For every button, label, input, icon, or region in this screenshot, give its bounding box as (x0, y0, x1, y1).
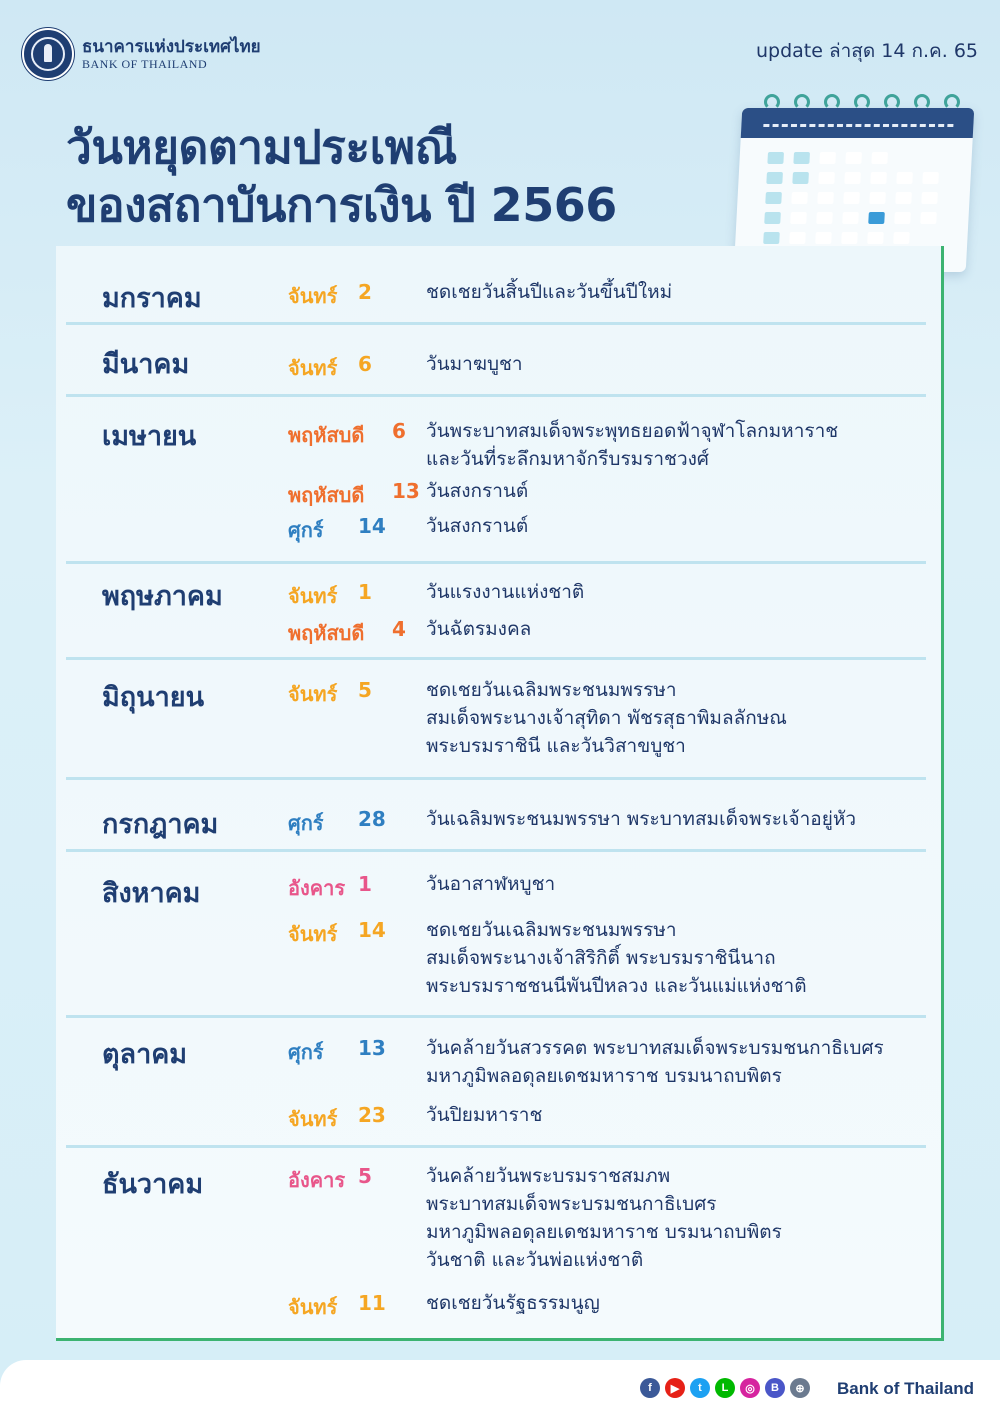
holiday-description (426, 805, 856, 833)
description-line: ชดเชยวันเฉลิมพระชนมพรรษา (426, 679, 677, 701)
holiday-description (426, 1162, 782, 1274)
weekday-label: ศุกร์ (288, 811, 324, 835)
weekday-label: อังคาร (288, 1168, 346, 1192)
bank-name-en: BANK OF THAILAND (82, 56, 208, 71)
holiday-day (288, 872, 372, 904)
holiday-day (288, 1291, 386, 1323)
description-line: วันฉัตรมงคล (426, 618, 532, 640)
month-name: มิถุนายน (102, 682, 205, 713)
description-line: ชดเชยวันเฉลิมพระชนมพรรษา (426, 919, 677, 941)
page-title (66, 118, 617, 234)
description-line: วันสงกรานต์ (426, 480, 529, 502)
month-section (66, 852, 926, 1018)
description-line: วันมาฆบูชา (426, 353, 523, 375)
bot-seal-logo (22, 28, 74, 80)
description-line: ชดเชยวันรัฐธรรมนูญ (426, 1292, 600, 1314)
holiday-day (288, 280, 372, 312)
month-section (66, 1018, 926, 1148)
weekday-label: อังคาร (288, 876, 346, 900)
weekday-label: พฤหัสบดี (288, 621, 365, 645)
description-line: วันอาสาฬหบูชา (426, 873, 556, 895)
holiday-description (426, 615, 531, 643)
holiday-description (426, 512, 528, 540)
holiday-day (288, 1164, 372, 1196)
header (22, 28, 261, 80)
holiday-description (426, 578, 584, 606)
bank-name-th: ธนาคารแห่งประเทศไทย (82, 36, 261, 57)
twitter-icon[interactable]: t (690, 1378, 710, 1398)
bank-names (82, 37, 261, 72)
description-line: วันคล้ายวันสวรรคต พระบาทสมเด็จพระบรมชนกาธิเบศร (426, 1037, 884, 1059)
month-name: มกราคม (102, 283, 202, 314)
day-number: 5 (358, 1164, 372, 1188)
holiday-list-panel (56, 246, 944, 1341)
facebook-icon[interactable]: f (640, 1378, 660, 1398)
day-number: 11 (358, 1291, 386, 1315)
holiday-description (426, 350, 523, 378)
month-section (66, 246, 926, 325)
weekday-label: จันทร์ (288, 584, 338, 608)
holiday-description (426, 1101, 542, 1129)
description-line: ชดเชยวันสิ้นปีและวันขึ้นปีใหม่ (426, 281, 673, 303)
description-line: วันชาติ และวันพ่อแห่งชาติ (426, 1249, 644, 1271)
day-number: 5 (358, 678, 372, 702)
holiday-day (288, 807, 386, 839)
description-line: มหาภูมิพลอดุลยเดชมหาราช บรมนาถบพิตร (426, 1065, 782, 1087)
holiday-day (288, 580, 372, 612)
day-number: 6 (358, 352, 372, 376)
month-name: สิงหาคม (102, 878, 201, 909)
description-line: วันแรงงานแห่งชาติ (426, 581, 585, 603)
footer (0, 1360, 1000, 1413)
month-name: ตุลาคม (102, 1039, 188, 1070)
holiday-day (288, 514, 386, 546)
blockdit-icon[interactable]: B (765, 1378, 785, 1398)
day-number: 6 (392, 419, 406, 443)
footer-bank-name: Bank of Thailand (837, 1379, 974, 1398)
day-number: 23 (358, 1103, 386, 1127)
instagram-icon[interactable]: ◎ (740, 1378, 760, 1398)
holiday-day (288, 1036, 386, 1068)
holiday-description (426, 477, 528, 505)
month-name: เมษายน (102, 421, 197, 452)
holiday-description (426, 676, 787, 760)
description-line: และวันที่ระลึกมหาจักรีบรมราชวงศ์ (426, 448, 709, 470)
weekday-label: พฤหัสบดี (288, 483, 365, 507)
month-section (66, 780, 926, 852)
description-line: สมเด็จพระนางเจ้าสิริกิติ์ พระบรมราชินีนาถ (426, 947, 776, 969)
month-name: มีนาคม (102, 349, 190, 380)
youtube-icon[interactable]: ▶ (665, 1378, 685, 1398)
holiday-description (426, 278, 672, 306)
day-number: 1 (358, 580, 372, 604)
month-name: พฤษภาคม (102, 581, 223, 612)
day-number: 14 (358, 514, 386, 538)
title-line-2: ของสถาบันการเงิน ปี 2566 (66, 178, 617, 232)
weekday-label: จันทร์ (288, 356, 338, 380)
holiday-description (426, 1289, 600, 1317)
day-number: 1 (358, 872, 372, 896)
holiday-description (426, 870, 555, 898)
social-icons (640, 1378, 810, 1398)
holiday-description (426, 1034, 884, 1090)
holiday-day (288, 617, 406, 649)
weekday-label: จันทร์ (288, 1295, 338, 1319)
description-line: วันสงกรานต์ (426, 515, 529, 537)
holiday-day (288, 479, 420, 511)
day-number: 13 (358, 1036, 386, 1060)
day-number: 28 (358, 807, 386, 831)
weekday-label: ศุกร์ (288, 518, 324, 542)
description-line: วันปิยมหาราช (426, 1104, 543, 1126)
holiday-description (426, 916, 807, 1000)
weekday-label: จันทร์ (288, 922, 338, 946)
month-name: กรกฎาคม (102, 809, 219, 840)
day-number: 4 (392, 617, 406, 641)
month-section (66, 660, 926, 780)
month-section (66, 325, 926, 397)
holiday-day (288, 918, 386, 950)
description-line: พระบรมราชชนนีพันปีหลวง และวันแม่แห่งชาติ (426, 975, 807, 997)
holiday-day (288, 419, 406, 451)
weekday-label: ศุกร์ (288, 1040, 324, 1064)
line-icon[interactable]: L (715, 1378, 735, 1398)
weekday-label: พฤหัสบดี (288, 423, 365, 447)
day-number: 13 (392, 479, 420, 503)
holiday-day (288, 678, 372, 710)
description-line: สมเด็จพระนางเจ้าสุทิดา พัชรสุธาพิมลลักษณ (426, 707, 787, 729)
title-line-1: วันหยุดตามประเพณี (66, 120, 457, 174)
holiday-day (288, 352, 372, 384)
update-date: update ล่าสุด 14 ก.ค. 65 (756, 40, 978, 62)
holiday-description (426, 417, 838, 473)
description-line: วันคล้ายวันพระบรมราชสมภพ (426, 1165, 671, 1187)
month-section (66, 564, 926, 660)
month-name: ธันวาคม (102, 1169, 204, 1200)
day-number: 14 (358, 918, 386, 942)
month-section (66, 397, 926, 564)
day-number: 2 (358, 280, 372, 304)
description-line: มหาภูมิพลอดุลยเดชมหาราช บรมนาถบพิตร (426, 1221, 782, 1243)
description-line: พระบาทสมเด็จพระบรมชนกาธิเบศร (426, 1193, 717, 1215)
month-section (66, 1148, 926, 1341)
description-line: วันพระบาทสมเด็จพระพุทธยอดฟ้าจุฬาโลกมหาราช (426, 420, 839, 442)
weekday-label: จันทร์ (288, 284, 338, 308)
holiday-day (288, 1103, 386, 1135)
weekday-label: จันทร์ (288, 682, 338, 706)
website-icon[interactable]: ⊕ (790, 1378, 810, 1398)
description-line: พระบรมราชินี และวันวิสาขบูชา (426, 735, 686, 757)
weekday-label: จันทร์ (288, 1107, 338, 1131)
description-line: วันเฉลิมพระชนมพรรษา พระบาทสมเด็จพระเจ้าอยู่หัว (426, 808, 857, 830)
